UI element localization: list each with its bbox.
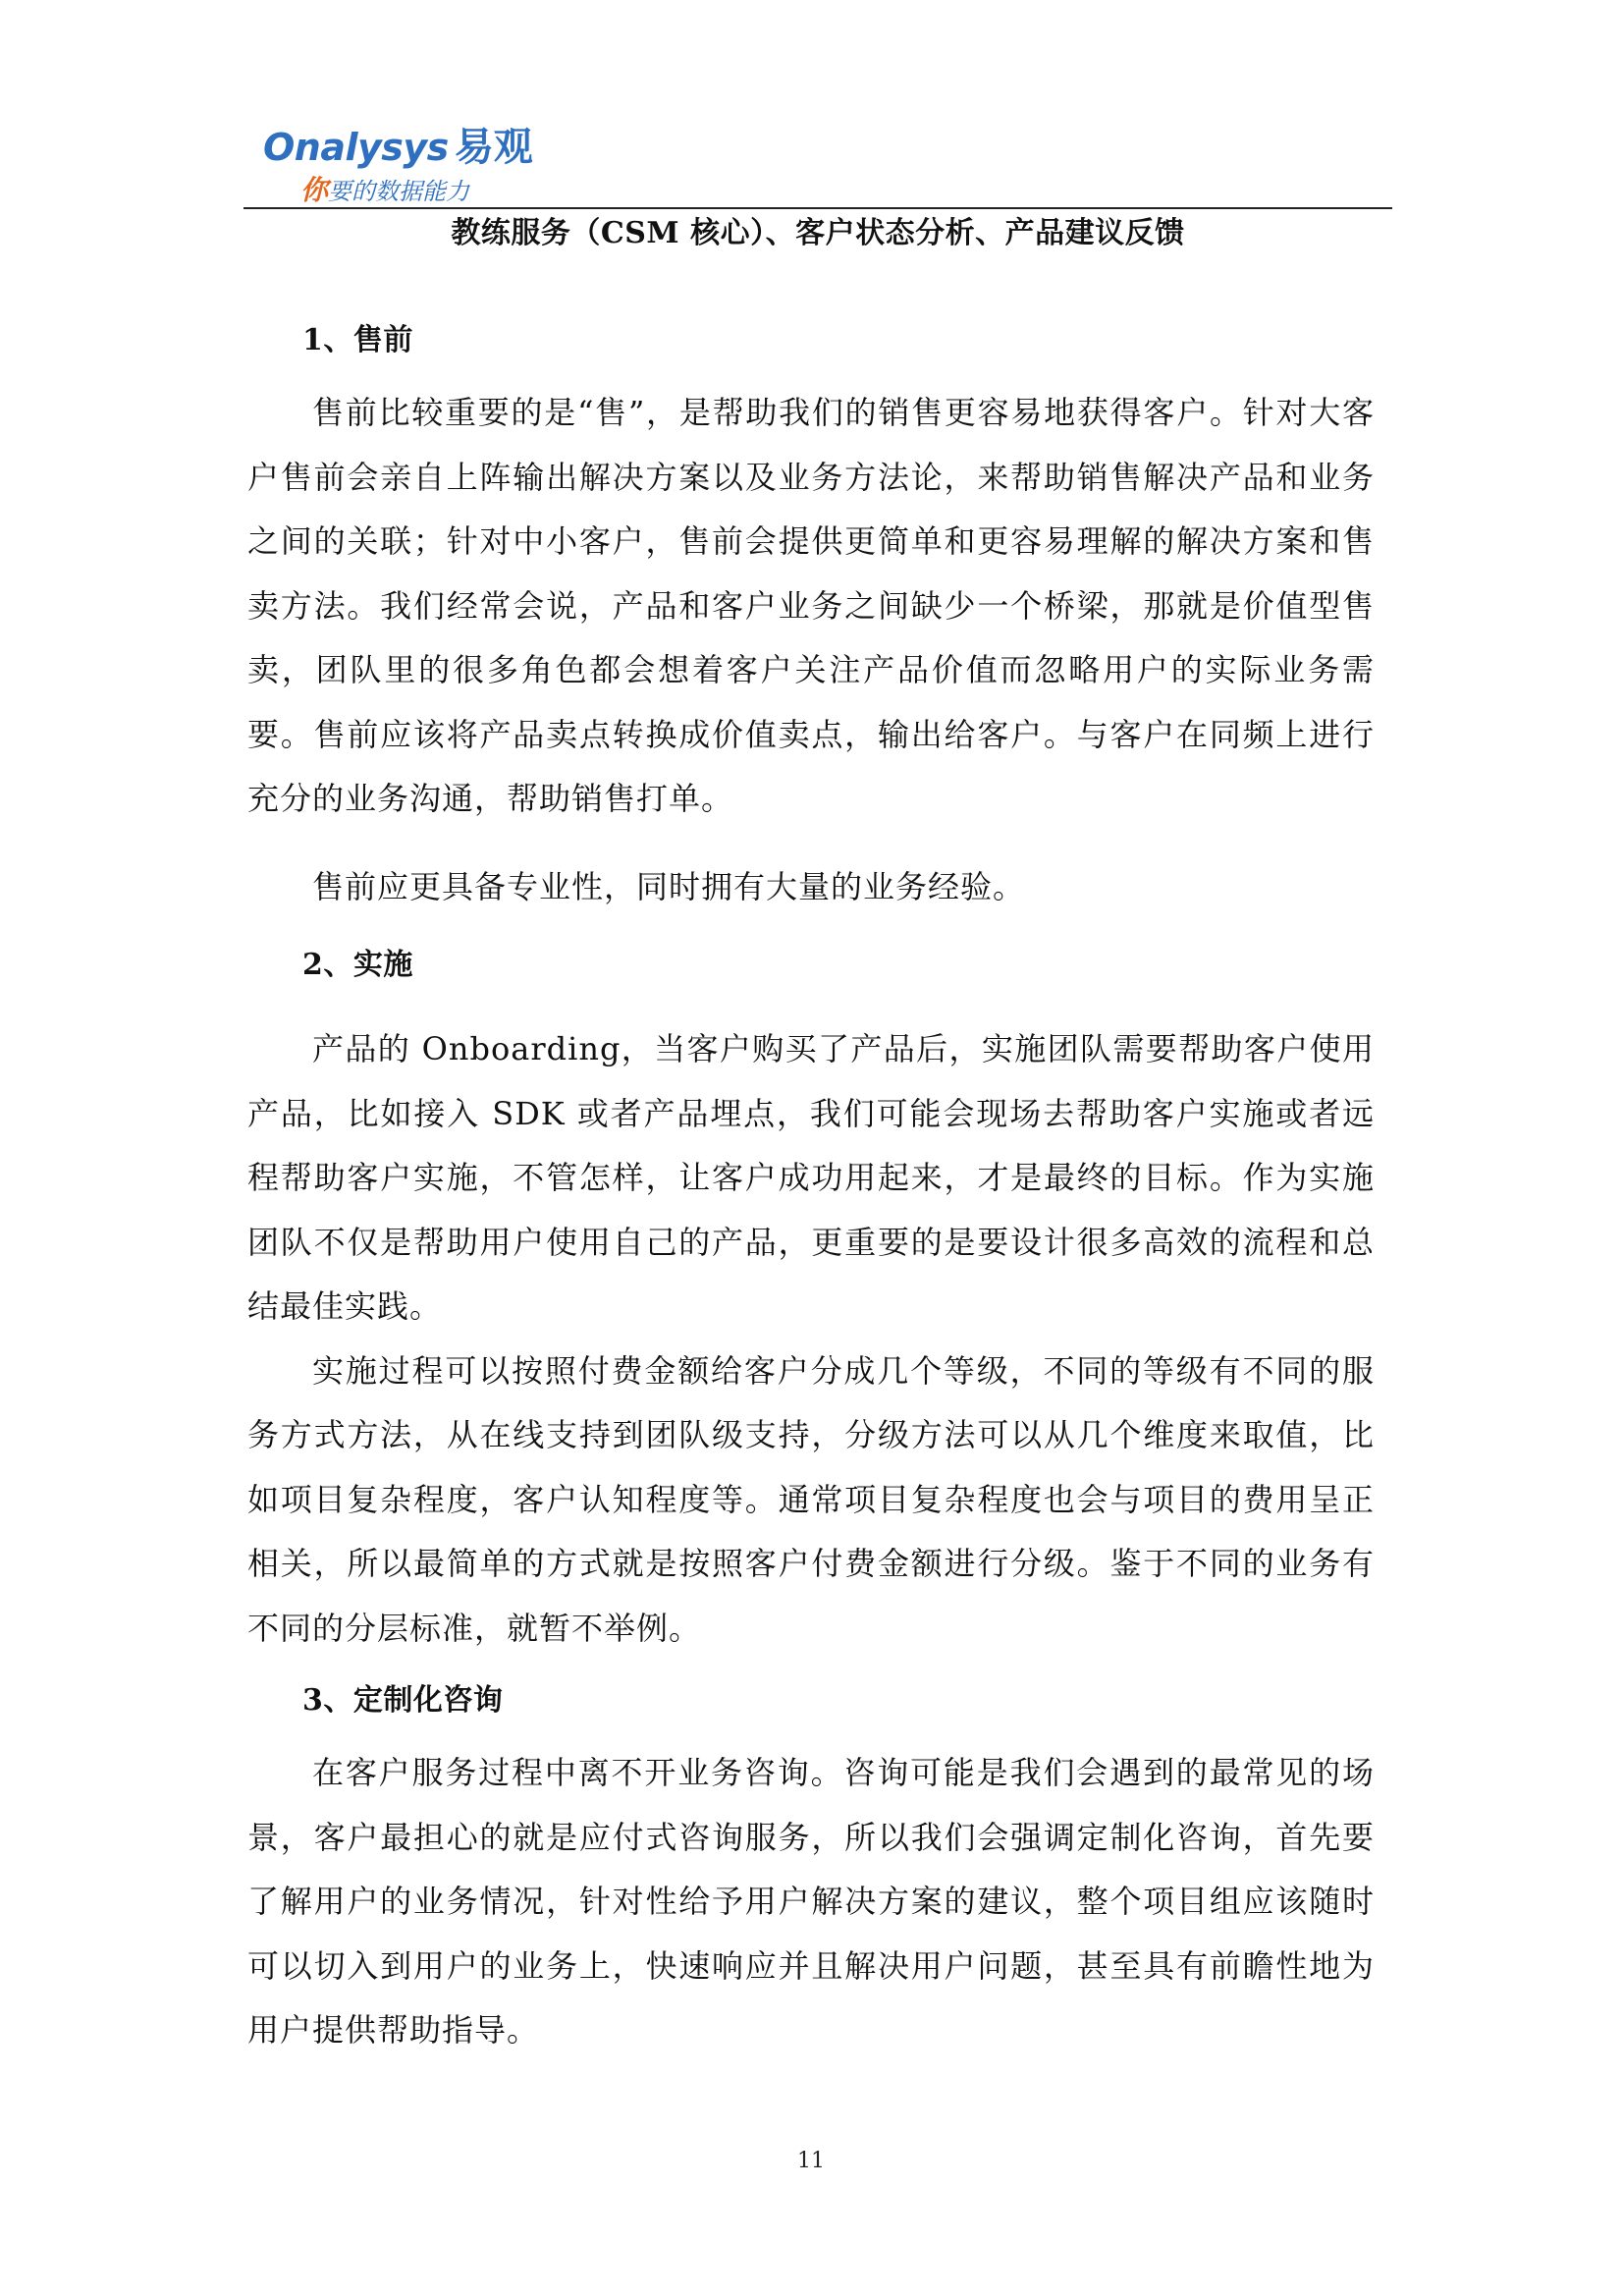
- presales-paragraph-1: 售前比较重要的是“售”，是帮助我们的销售更容易地获得客户。针对大客户售前会亲自上阵输出解决方案以及业务方法论，来帮助销售解决产品和业务之间的关联；针对中小客户，售前会提供更简单和更容易理解的解决方案和售卖方法。我们经常会说，产品和客户业务之间缺少一个桥梁，那就是价值型售卖，团队里的很多角色都会想着客户关注产品价值而忽略用户的实际业务需要。售前应该将产品卖点转换成价值卖点，输出给客户。与客户在同频上进行充分的业务沟通，帮助销售打单。: [247, 394, 1375, 817]
- document-body: [247, 318, 1375, 2063]
- logo-wordmark: [263, 116, 533, 172]
- header-divider: [243, 207, 1392, 209]
- presales-paragraph-2: 售前应更具备专业性，同时拥有大量的业务经验。: [312, 867, 1026, 905]
- logo-brand-text: Onalysys: [263, 126, 449, 169]
- company-logo: [263, 116, 538, 206]
- implementation-paragraph-2: 实施过程可以按照付费金额给客户分成几个等级，不同的等级有不同的服务方式方法，从在线支持到团队级支持，分级方法可以从几个维度来取值，比如项目复杂程度，客户认知程度等。通常项目复杂程度也会与项目的费用呈正相关，所以最简单的方式就是按照客户付费金额进行分级。鉴于不同的业务有不同的分层标准，就暂不举例。: [247, 1351, 1375, 1647]
- page-number: 11: [797, 2149, 825, 2173]
- section-heading-implementation: 2、实施: [302, 948, 413, 982]
- logo-brand-cn: 易观: [454, 125, 533, 170]
- section-heading-consulting: 3、定制化咨询: [302, 1683, 504, 1718]
- consulting-paragraph-1: 在客户服务过程中离不开业务咨询。咨询可能是我们会遇到的最常见的场景，客户最担心的就是应付式咨询服务，所以我们会强调定制化咨询，首先要了解用户的业务情况，针对性给予用户解决方案的建议，整个项目组应该随时可以切入到用户的业务上，快速响应并且解决用户问题，甚至具有前瞻性地为用户提供帮助指导。: [247, 1754, 1375, 2049]
- logo-tagline-accent: 你: [300, 174, 329, 206]
- implementation-paragraph-1: 产品的 Onboarding，当客户购买了产品后，实施团队需要帮助客户使用产品，比如接入 SDK 或者产品埋点，我们可能会现场去帮助客户实施或者远程帮助客户实施，不管怎样，让客户成功用起来，才是最终的目标。作为实施团队不仅是帮助用户使用自己的产品，更重要的是要设计很多高效的流程和总结最佳实践。: [247, 1030, 1375, 1325]
- document-title: 教练服务（CSM 核心）、客户状态分析、产品建议反馈: [451, 216, 1185, 250]
- logo-tagline: [300, 169, 469, 208]
- section-heading-presales: 1、售前: [302, 323, 413, 357]
- logo-tagline-text: 要的数据能力: [328, 178, 470, 205]
